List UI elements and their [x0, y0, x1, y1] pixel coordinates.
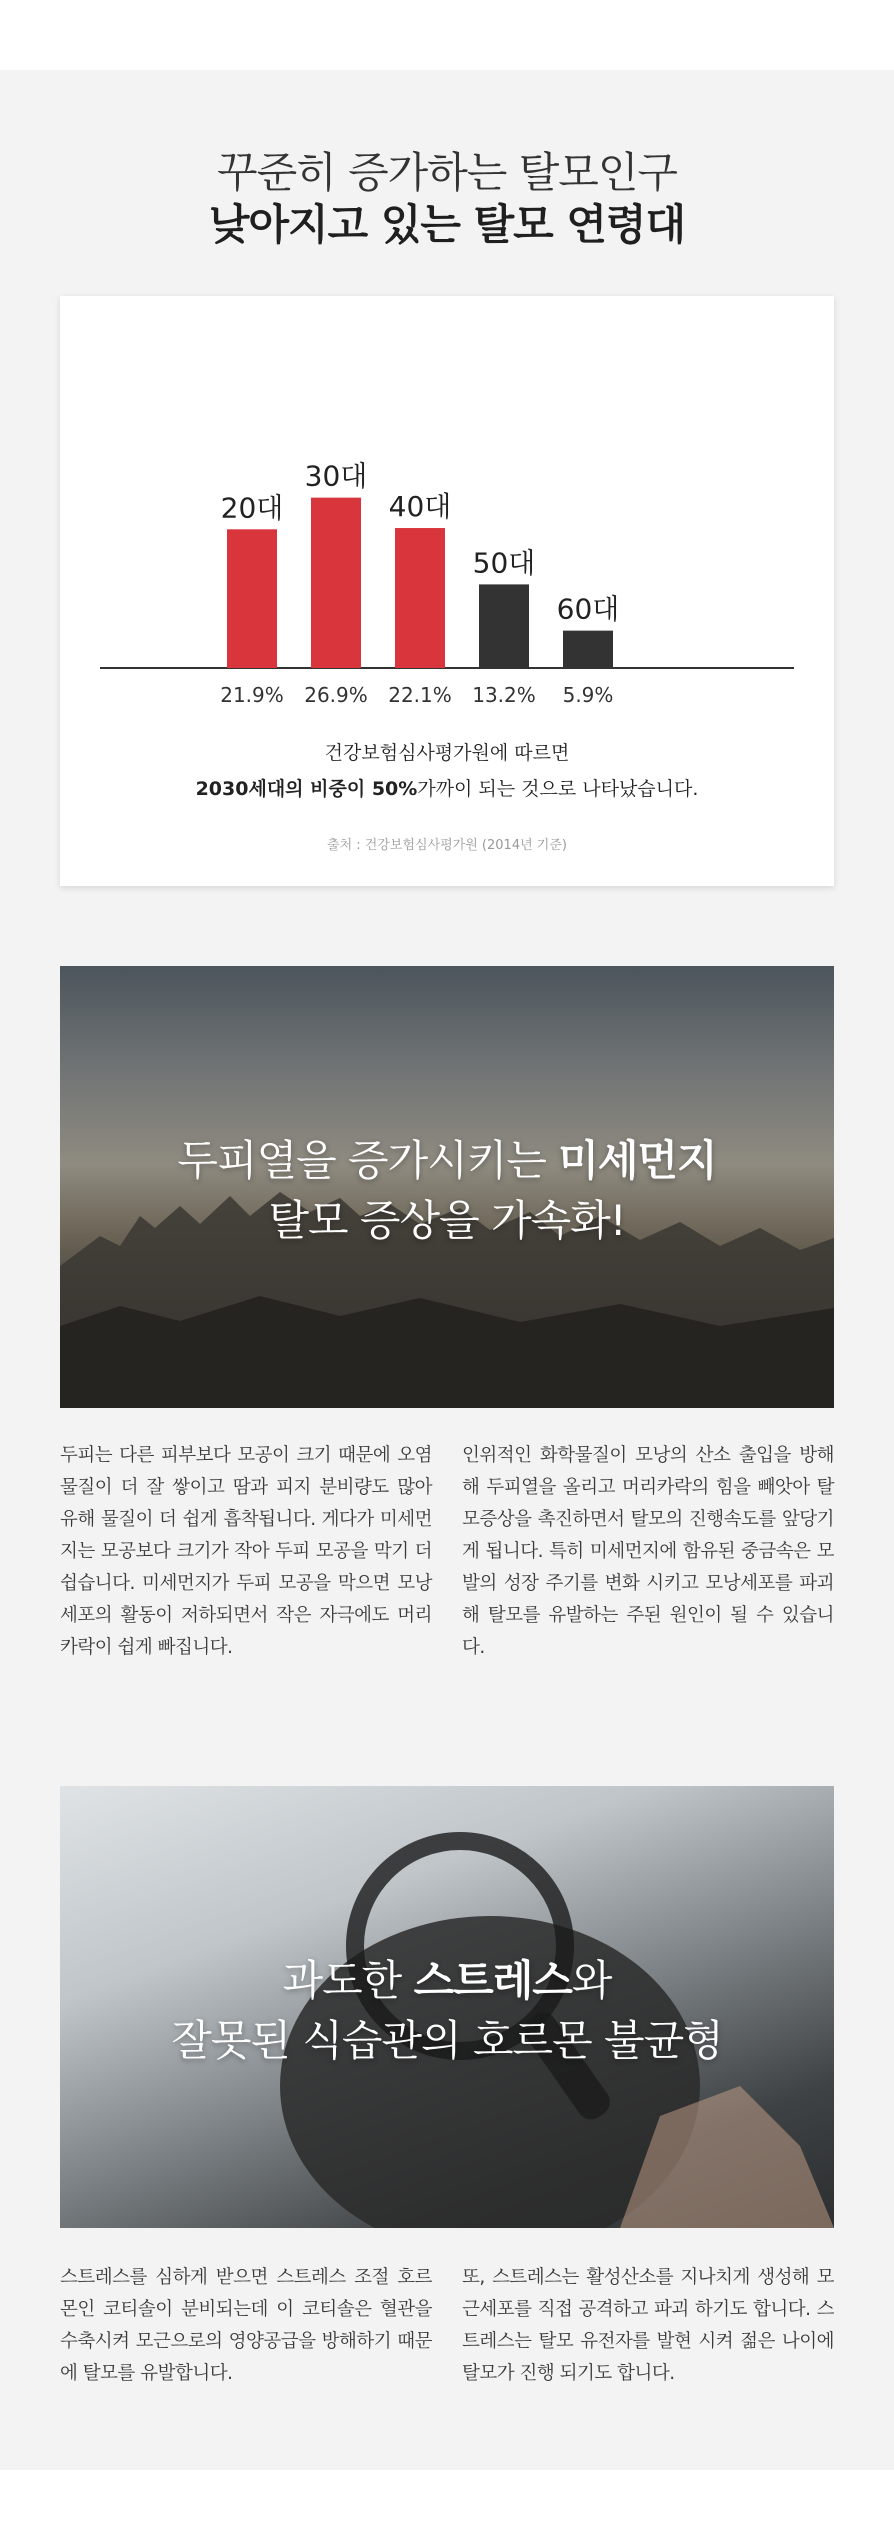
- value-label: 22.1%: [388, 683, 452, 707]
- chart-card: [60, 296, 834, 886]
- headline-line-2: 낮아지고 있는 탈모 연령대: [208, 200, 686, 249]
- section2-title-line-2: 잘못된 식습관의 호르몬 불균형: [171, 2016, 723, 2065]
- section2-title-suffix: 와: [571, 1956, 612, 2005]
- section1-text-right: 인위적인 화학물질이 모낭의 산소 출입을 방해해 두피열을 올리고 머리카락의 힘을 빼앗아 탈모증상을 촉진하면서 탈모의 진행속도를 앞당기게 됩니다. 특히 미세먼지에 함유된 중금속은 모발의 성장 주기를 변화 시키고 모낭세포를 파괴해 탈모를 유발하는 주된 원인이 될 수 있습니다.: [462, 1445, 834, 1658]
- category-label: 40대: [388, 490, 452, 524]
- bar-30대: [311, 498, 361, 668]
- caption-highlight: 2030세대의 비중이 50%: [195, 778, 418, 800]
- caption-rest: 가까이 되는 것으로 나타났습니다.: [417, 778, 699, 800]
- chart-source: 출처 : 건강보험심사평가원 (2014년 기준): [327, 838, 567, 853]
- section2-title-text: 과도한: [282, 1956, 414, 2005]
- section2-text-right: 또, 스트레스는 활성산소를 지나치게 생성해 모근세포를 직접 공격하고 파괴 하기도 합니다. 스트레스는 탈모 유전자를 발현 시켜 젊은 나이에 탈모가 진행 되기도 합니다.: [462, 2267, 834, 2384]
- bar-60대: [563, 631, 613, 668]
- value-label: 26.9%: [304, 683, 368, 707]
- category-label: 20대: [220, 491, 284, 525]
- section2-text-left: 스트레스를 심하게 받으면 스트레스 조절 호르몬인 코티솔이 분비되는데 이 코티솔은 혈관을 수축시켜 모근으로의 영양공급을 방해하기 때문에 탈모를 유발합니다.: [60, 2267, 432, 2384]
- value-label: 5.9%: [562, 683, 614, 707]
- age-bar-chart: [60, 296, 834, 716]
- chart-caption-line-2: [60, 774, 834, 801]
- category-label: 30대: [304, 459, 368, 493]
- section1-title-line-1: [60, 1128, 834, 1188]
- section2-title-line-1: [60, 1948, 834, 2008]
- bar-40대: [395, 528, 445, 668]
- category-label: 60대: [556, 592, 620, 626]
- bar-20대: [227, 529, 277, 668]
- value-label: 13.2%: [472, 683, 536, 707]
- section1-title-text: 두피열을 증가시키는: [177, 1136, 559, 1185]
- headline-line-1: 꾸준히 증가하는 탈모인구: [217, 148, 677, 197]
- scalp-exam-photo: [60, 1786, 834, 2228]
- value-label: 21.9%: [220, 683, 284, 707]
- section1-title-line-2: 탈모 증상을 가속화!: [268, 1196, 626, 1245]
- bar-50대: [479, 584, 529, 668]
- section1-text-left: 두피는 다른 피부보다 모공이 크기 때문에 오염물질이 더 잘 쌓이고 땀과 피지 분비량도 많아 유해 물질이 더 쉽게 흡착됩니다. 게다가 미세먼지는 모공보다 크기가 작아 두피 모공을 막기 더 쉽습니다. 미세먼지가 두피 모공을 막으면 모낭세포의 활동이 저하되면서 작은 자극에도 머리카락이 쉽게 빠집니다.: [60, 1445, 432, 1658]
- chart-caption-line-1: 건강보험심사평가원에 따르면: [324, 742, 570, 764]
- category-label: 50대: [472, 546, 536, 580]
- fine-dust-city-photo: [60, 966, 834, 1408]
- section1-title-bold: 미세먼지: [558, 1136, 717, 1185]
- section2-title-bold: 스트레스: [413, 1956, 572, 2005]
